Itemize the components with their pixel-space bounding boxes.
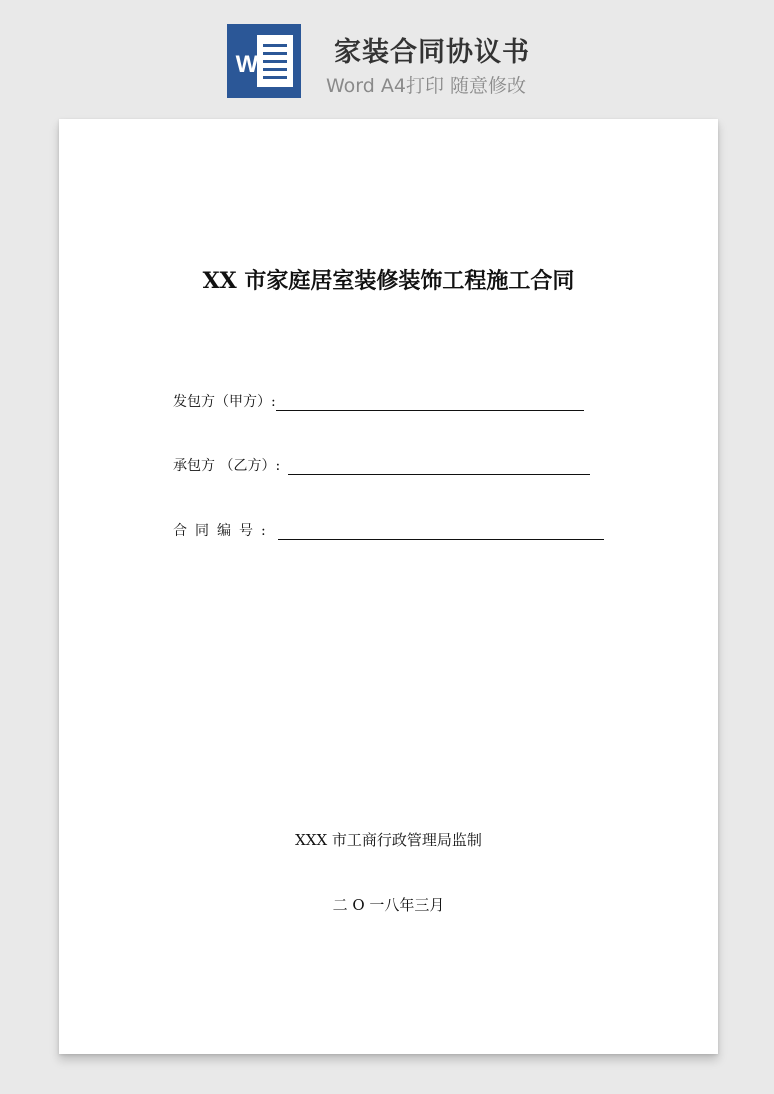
contract-number-blank-line[interactable]	[278, 523, 604, 540]
word-icon	[227, 24, 301, 98]
employer-label: 发包方（甲方）:	[173, 394, 276, 410]
supervisor-text: XXX 市工商行政管理局监制	[295, 831, 482, 849]
employer-blank-line[interactable]	[276, 394, 584, 411]
contract-number-label: 合同编号:	[173, 523, 274, 539]
document-title: XX 市家庭居室装修装饰工程施工合同	[202, 268, 575, 294]
document-date: 二 O 一八年三月	[332, 896, 445, 914]
contractor-field	[173, 457, 590, 475]
employer-field	[173, 393, 584, 411]
template-subtitle: Word A4打印 随意修改	[326, 75, 527, 97]
contractor-blank-line[interactable]	[288, 458, 590, 475]
contract-number-field	[173, 522, 604, 540]
contractor-label: 承包方 （乙方）:	[173, 458, 281, 474]
document-page	[59, 119, 718, 1054]
template-title: 家装合同协议书	[334, 37, 530, 68]
word-icon-letter: W	[235, 51, 259, 78]
template-header	[0, 0, 774, 118]
